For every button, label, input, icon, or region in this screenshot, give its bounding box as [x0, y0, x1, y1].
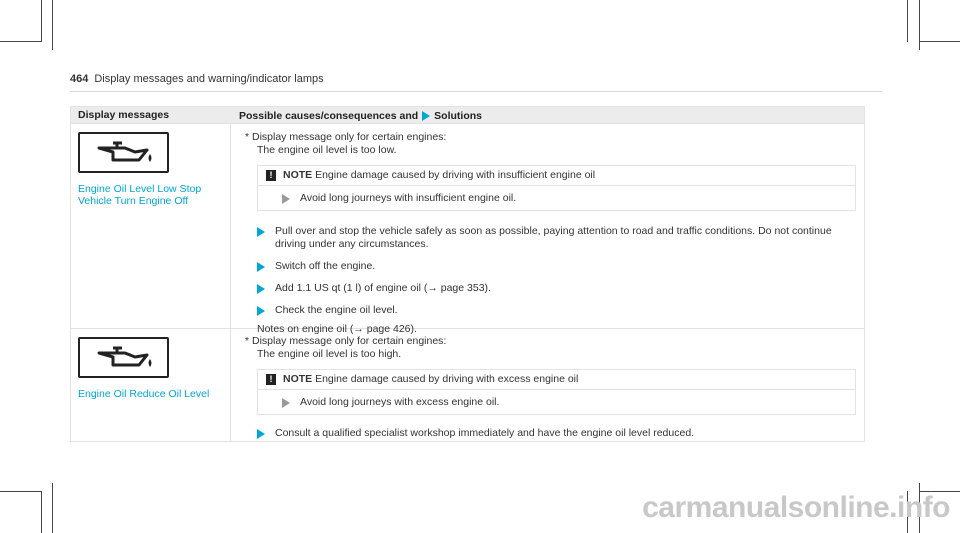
note-step — [258, 186, 855, 210]
note-header — [258, 370, 855, 390]
display-message — [78, 388, 230, 400]
notes-reference[interactable]: Notes on engine oil (→ page 426). — [257, 323, 417, 335]
page-title: Display messages and warning/indicator lamps — [94, 73, 324, 85]
solutions-cell — [231, 329, 864, 441]
solutions-cell — [231, 124, 864, 335]
note-step — [258, 390, 855, 414]
col-header-causes — [231, 107, 864, 123]
display-message-line: Engine Oil Level Low Stop — [78, 183, 202, 195]
crop-mark — [41, 0, 42, 42]
display-message — [78, 183, 230, 207]
page-header — [70, 73, 324, 85]
crop-mark — [52, 483, 53, 533]
cause-text: The engine oil level is too high. — [257, 348, 402, 360]
step-arrow-icon — [257, 262, 265, 272]
note-box — [257, 165, 856, 211]
step-arrow-icon — [257, 306, 265, 316]
note-step-text: Avoid long journeys with insufficient engine oil. — [300, 192, 517, 204]
table-row — [71, 123, 864, 335]
message-cell — [71, 329, 231, 441]
header-divider — [70, 91, 882, 92]
oil-can-icon — [78, 132, 169, 173]
arrow-right-icon — [422, 111, 430, 121]
crop-mark — [0, 41, 42, 42]
col-header-messages: Display messages — [78, 109, 170, 121]
crop-mark — [919, 0, 920, 50]
col-header-causes-label: Possible causes/consequences and — [239, 110, 419, 122]
page-number: 464 — [70, 73, 89, 85]
step-arrow-icon — [282, 398, 290, 408]
solution-step — [245, 225, 856, 251]
oil-can-icon — [78, 337, 169, 378]
note-label: NOTE — [283, 169, 313, 181]
note-box — [257, 369, 856, 415]
step-arrow-icon — [282, 194, 290, 204]
note-label: NOTE — [283, 373, 313, 385]
crop-mark — [0, 491, 42, 492]
display-message-line: Engine Oil Reduce Oil Level — [78, 388, 210, 400]
note-text: Engine damage caused by driving with excess engine oil — [315, 373, 579, 385]
display-message-line: Vehicle Turn Engine Off — [78, 195, 189, 207]
col-header-solutions-label: Solutions — [434, 110, 483, 122]
step-arrow-icon — [257, 284, 265, 294]
step-text: Switch off the engine. — [275, 260, 376, 272]
step-text: Check the engine oil level. — [275, 304, 398, 316]
watermark: carmanualsonline.info — [642, 491, 950, 524]
step-text[interactable]: Add 1.1 US qt (1 l) of engine oil (→ page 353). — [275, 282, 491, 294]
crop-mark — [907, 0, 908, 42]
intro-text: * Display message only for certain engines: — [245, 131, 447, 143]
step-text: Pull over and stop the vehicle safely as soon as possible, paying attention to road and traffic conditions. Do not continue driving under any circumstances. — [275, 225, 832, 250]
crop-mark — [41, 491, 42, 533]
solution-step — [245, 427, 856, 440]
step-arrow-icon — [257, 227, 265, 237]
solution-step — [245, 282, 856, 295]
crop-mark — [919, 41, 960, 42]
warning-icon: ! — [266, 374, 276, 385]
table-row — [71, 328, 864, 441]
intro-text: * Display message only for certain engines: — [245, 335, 447, 347]
crop-mark — [52, 0, 53, 50]
cause-text: The engine oil level is too low. — [257, 144, 397, 156]
solution-step — [245, 304, 856, 317]
note-text: Engine damage caused by driving with insufficient engine oil — [315, 169, 596, 181]
message-cell — [71, 124, 231, 328]
messages-table — [70, 106, 865, 442]
note-step-text: Avoid long journeys with excess engine oil. — [300, 396, 500, 408]
step-arrow-icon — [257, 429, 265, 439]
solution-step — [245, 260, 856, 273]
note-header — [258, 166, 855, 186]
step-text: Consult a qualified specialist workshop immediately and have the engine oil level reduced. — [275, 427, 695, 439]
table-header — [71, 107, 864, 123]
warning-icon: ! — [266, 170, 276, 181]
